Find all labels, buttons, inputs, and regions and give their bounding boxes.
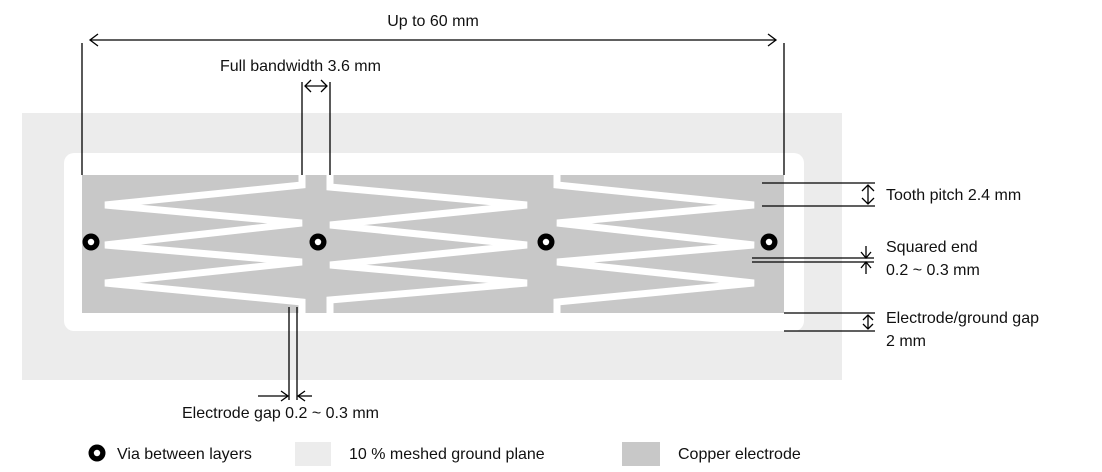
via-icon <box>761 234 778 251</box>
legend-swatch-electrode <box>622 442 660 466</box>
label-tooth-pitch: Tooth pitch 2.4 mm <box>886 187 1022 204</box>
legend-item-via <box>89 445 252 464</box>
legend-label-ground: 10 % meshed ground plane <box>349 446 545 463</box>
via-icon <box>538 234 555 251</box>
legend-swatch-ground <box>295 442 331 466</box>
legend <box>89 442 801 466</box>
label-bandwidth: Full bandwidth 3.6 mm <box>220 58 381 75</box>
label-squared-end-1: Squared end <box>886 239 978 256</box>
legend-label-via: Via between layers <box>117 446 252 463</box>
via-icon <box>83 234 100 251</box>
label-electrode-gap: Electrode gap 0.2 ~ 0.3 mm <box>182 405 379 422</box>
legend-item-ground <box>295 442 545 466</box>
label-ground-gap-1: Electrode/ground gap <box>886 310 1039 327</box>
label-squared-end-2: 0.2 ~ 0.3 mm <box>886 262 980 279</box>
legend-item-electrode <box>622 442 801 466</box>
label-total-width: Up to 60 mm <box>387 13 479 30</box>
via-icon <box>89 445 106 462</box>
label-ground-gap-2: 2 mm <box>886 333 926 350</box>
legend-label-electrode: Copper electrode <box>678 446 801 463</box>
via-icon <box>310 234 327 251</box>
